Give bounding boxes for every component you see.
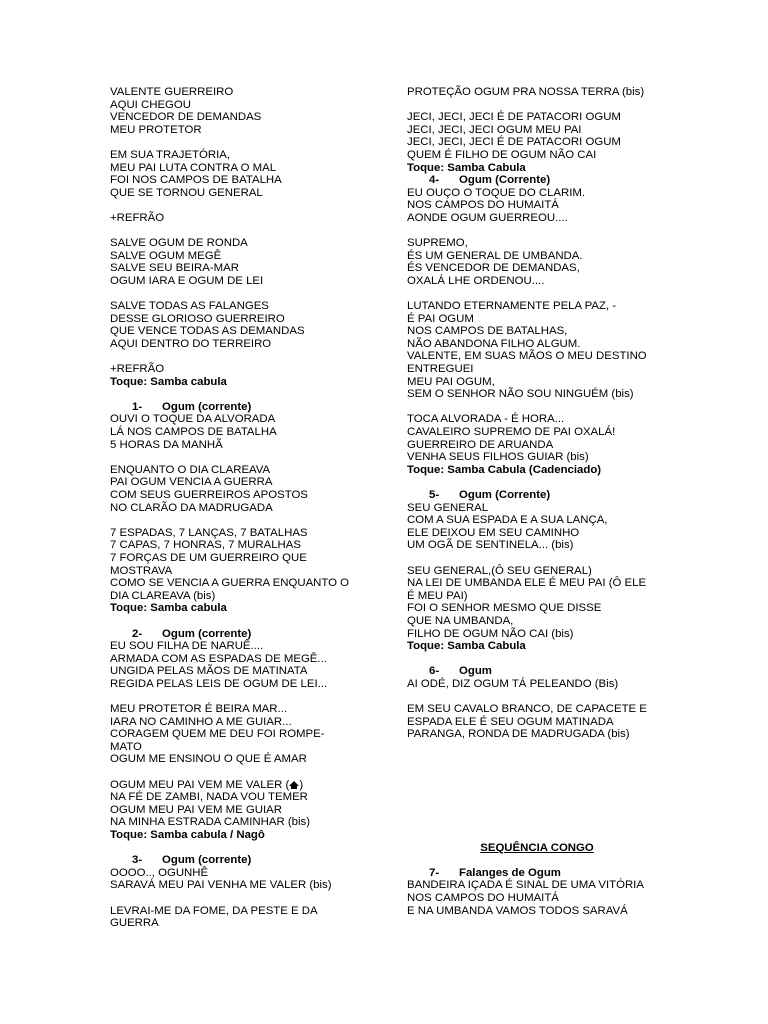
lyric-line: LUTANDO ETERNAMENTE PELA PAZ, - (407, 300, 617, 313)
song-number: 1- (132, 400, 143, 413)
lyric-line: SALVE OGUM MEGÊ (110, 249, 222, 262)
lyric-line: NOS CAMPOS DE BATALHAS, (407, 325, 568, 338)
lyric-line: AI ODÉ, DIZ OGUM TÁ PELEANDO (Bis) (407, 677, 619, 690)
lyric-line: DIA CLAREAVA (bis) (110, 589, 216, 602)
blank-line (407, 552, 667, 565)
lyric-line: QUE SE TORNOU GENERAL (110, 186, 263, 199)
blank-line (407, 691, 667, 704)
lyric-line: SARAVÁ MEU PAI VENHA ME VALER (bis) (110, 879, 332, 892)
lyric-line: IARA NO CAMINHO A ME GUIAR... (110, 715, 292, 728)
lyric-line: 7 CAPAS, 7 HONRAS, 7 MURALHAS (110, 539, 301, 552)
left-column (110, 86, 365, 930)
sequence-title: SEQUÊNCIA CONGO (480, 841, 594, 854)
lyric-line: ENTREGUEI (407, 363, 474, 376)
lyric-line: VALENTE GUERREIRO (110, 86, 234, 98)
song-heading (110, 628, 365, 641)
lyric-line: 7 FORÇAS DE UM GUERREIRO QUE (110, 551, 307, 564)
lyric-line: COMO SE VENCIA A GUERRA ENQUANTO O (110, 577, 350, 590)
lyric-line: NOS CAMPOS DO HUMAITÁ (407, 199, 559, 212)
lyric-line: JECI, JECI, JECI É DE PATACORI OGUM (407, 136, 621, 149)
blank-line (110, 842, 365, 855)
lyric-line: É MEU PAI) (407, 589, 468, 602)
lyric-line: PAI OGUM VENCIA A GUERRA (110, 476, 273, 489)
lyric-line: SEM O SENHOR NÃO SOU NINGUÉM (bis) (407, 388, 634, 401)
blank-line (407, 225, 667, 238)
rhythm-note: Toque: Samba cabula (110, 602, 227, 615)
lyric-line: LÁ NOS CAMPOS DE BATALHA (110, 426, 277, 439)
lyric-text: ) (299, 778, 304, 791)
lyric-line: MEU PAI LUTA CONTRA O MAL (110, 161, 277, 174)
lyric-line: SALVE OGUM DE RONDA (110, 237, 248, 250)
lyric-line: OUVI O TOQUE DA ALVORADA (110, 413, 276, 426)
lyric-line: COM A SUA ESPADA E A SUA LANÇA, (407, 514, 608, 527)
right-column (407, 86, 667, 917)
lyric-line: ELE DEIXOU EM SEU CAMINHO (407, 526, 580, 539)
song-title: Ogum (Corrente) (459, 174, 551, 187)
blank-line (110, 615, 365, 628)
blank-line (407, 829, 667, 842)
lyric-line: MEU PROTETOR É BEIRA MAR... (110, 703, 288, 716)
lyric-line: DESSE GLORIOSO GUERREIRO (110, 312, 285, 325)
lyric-line: CORAGEM QUEM ME DEU FOI ROMPE- (110, 728, 325, 741)
lyric-line: EM SUA TRAJETÓRIA, (110, 148, 231, 161)
lyric-line: GUERREIRO DE ARUANDA (407, 438, 554, 451)
song-heading (407, 489, 667, 502)
lyric-line: NÃO ABANDONA FILHO ALGUM. (407, 337, 581, 350)
rhythm-note: Toque: Samba Cabula (407, 640, 526, 653)
blank-line (110, 350, 365, 363)
lyric-line: EU OUÇO O TOQUE DO CLARIM. (407, 186, 586, 199)
lyric-line: UNGIDA PELAS MÃOS DE MATINATA (110, 665, 308, 678)
lyric-line: MEU PROTETOR (110, 123, 202, 136)
lyric-line: +REFRÃO (110, 363, 165, 376)
blank-line (110, 691, 365, 704)
song-heading (110, 854, 365, 867)
lyric-line: NO CLARÃO DA MADRUGADA (110, 501, 273, 514)
song-number: 7- (429, 866, 440, 879)
lyric-line: CAVALEIRO SUPREMO DE PAI OXALÁ! (407, 426, 616, 439)
rhythm-note: Toque: Samba Cabula (407, 161, 526, 174)
lyric-line: +REFRÃO (110, 211, 165, 224)
blank-line (407, 804, 667, 817)
blank-line (407, 288, 667, 301)
lyric-line: SALVE SEU BEIRA-MAR (110, 262, 239, 275)
blank-line (110, 892, 365, 905)
song-heading (407, 174, 667, 187)
lyric-line: PROTEÇÃO OGUM PRA NOSSA TERRA (bis) (407, 86, 645, 98)
blank-line (407, 779, 667, 792)
song-title: Falanges de Ogum (459, 866, 561, 879)
lyric-line: GUERRA (110, 917, 159, 930)
lyric-line: OGUM IARA E OGUM DE LEI (110, 274, 264, 287)
blank-line (407, 753, 667, 766)
lyric-line: ENQUANTO O DIA CLAREAVA (110, 463, 271, 476)
song-title: Ogum (459, 665, 492, 678)
blank-line (407, 476, 667, 489)
lyric-line: ESPADA ELE É SEU OGUM MATINADA (407, 715, 614, 728)
blank-line (407, 653, 667, 666)
blank-line (110, 199, 365, 212)
lyric-line: JECI, JECI, JECI É DE PATACORI OGUM (407, 111, 621, 124)
lyric-line: TOCA ALVORADA - É HORA... (407, 413, 565, 426)
lyric-line: SALVE TODAS AS FALANGES (110, 300, 269, 313)
house-icon (289, 781, 299, 786)
rhythm-note: Toque: Samba cabula (110, 375, 227, 388)
lyric-line: LEVRAI-ME DA FOME, DA PESTE E DA (110, 904, 318, 917)
lyric-line: ÉS UM GENERAL DE UMBANDA. (407, 249, 583, 262)
blank-line (110, 288, 365, 301)
lyric-line: COM SEUS GUERREIROS APOSTOS (110, 489, 308, 501)
lyric-line: EU SOU FILHA DE NARUÊ.... (110, 640, 264, 653)
song-title: Ogum (corrente) (162, 627, 252, 640)
blank-line (407, 401, 667, 414)
rhythm-note: Toque: Samba Cabula (Cadenciado) (407, 463, 602, 476)
lyric-line: MOSTRAVA (110, 564, 173, 577)
lyric-line: OOOO.., OGUNHÊ (110, 866, 209, 879)
blank-line (407, 99, 667, 112)
lyric-line: SUPREMO, (407, 237, 468, 250)
lyric-line: 7 ESPADAS, 7 LANÇAS, 7 BATALHAS (110, 526, 308, 539)
lyric-line: É PAI OGUM (407, 312, 474, 325)
blank-line (407, 854, 667, 867)
lyric-line: BANDEIRA IÇADA É SINAL DE UMA VITÓRIA (407, 879, 644, 892)
song-number: 3- (132, 854, 143, 867)
blank-line (407, 816, 667, 829)
lyric-line: QUE VENCE TODAS AS DEMANDAS (110, 325, 305, 338)
blank-line (110, 514, 365, 527)
lyric-line: FILHO DE OGUM NÃO CAI (bis) (407, 627, 574, 640)
lyric-line: MEU PAI OGUM, (407, 375, 495, 388)
blank-line (110, 388, 365, 401)
lyric-line: ÉS VENCEDOR DE DEMANDAS, (407, 262, 580, 275)
song-heading (110, 401, 365, 414)
lyric-text: OGUM MEU PAI VEM ME VALER ( (110, 778, 290, 791)
lyric-line: ARMADA COM AS ESPADAS DE MEGÊ... (110, 652, 327, 665)
lyric-line: NA FÉ DE ZAMBI, NADA VOU TEMER (110, 791, 308, 804)
song-heading (407, 867, 667, 880)
lyric-line: MATO (110, 740, 142, 753)
lyric-line: REGIDA PELAS LEIS DE OGUM DE LEI... (110, 677, 328, 690)
lyric-line: EM SEU CAVALO BRANCO, DE CAPACETE E (407, 703, 647, 716)
lyric-line: VALENTE, EM SUAS MÃOS O MEU DESTINO (407, 350, 647, 363)
lyric-line: UM OGÃ DE SENTINELA... (bis) (407, 539, 574, 552)
song-title: Ogum (corrente) (162, 400, 252, 413)
lyric-line: AQUI CHEGOU (110, 98, 192, 111)
lyric-line: 5 HORAS DA MANHÃ (110, 438, 223, 451)
song-title: Ogum (Corrente) (459, 489, 551, 501)
song-heading (407, 665, 667, 678)
song-number: 4- (429, 174, 440, 187)
lyric-line: SEU GENERAL (407, 501, 489, 514)
lyric-line: FOI NOS CAMPOS DE BATALHA (110, 174, 282, 187)
lyric-line: OGUM ME ENSINOU O QUE É AMAR (110, 753, 307, 766)
blank-line (407, 741, 667, 754)
lyric-line: QUE NA UMBANDA, (407, 614, 514, 627)
blank-line (110, 766, 365, 779)
lyric-line: PARANGA, RONDA DE MADRUGADA (bis) (407, 728, 630, 741)
blank-line (407, 791, 667, 804)
lyric-line: FOI O SENHOR MESMO QUE DISSE (407, 602, 602, 615)
lyric-line: AQUI DENTRO DO TERREIRO (110, 337, 272, 350)
song-number: 6- (429, 665, 440, 678)
lyric-line: SEU GENERAL,(Ô SEU GENERAL) (407, 564, 592, 577)
song-number: 5- (429, 489, 440, 501)
rhythm-note: Toque: Samba cabula / Nagô (110, 829, 265, 842)
song-number: 2- (132, 627, 143, 640)
lyric-line: VENCEDOR DE DEMANDAS (110, 111, 262, 124)
blank-line (407, 766, 667, 779)
song-title: Ogum (corrente) (162, 854, 252, 867)
lyric-line: OGUM MEU PAI VEM ME GUIAR (110, 803, 282, 816)
lyric-line: NOS CAMPOS DO HUMAITÁ (407, 892, 559, 904)
lyric-line (110, 779, 365, 792)
lyric-line: AONDE OGUM GUERREOU.... (407, 211, 568, 224)
blank-line (110, 451, 365, 464)
blank-line (110, 225, 365, 238)
lyric-line: QUEM É FILHO DE OGUM NÃO CAI (407, 148, 597, 161)
lyric-line: E NA UMBANDA VAMOS TODOS SARAVÁ (407, 904, 628, 917)
lyric-line: VENHA SEUS FILHOS GUIAR (bis) (407, 451, 589, 464)
lyric-line: NA LEI DE UMBANDA ELE É MEU PAI (Ô ELE (407, 577, 647, 590)
lyric-line: OXALÁ LHE ORDENOU.... (407, 274, 545, 287)
lyric-line: JECI, JECI, JECI OGUM MEU PAI (407, 123, 582, 136)
blank-line (110, 136, 365, 149)
lyric-line: NA MINHA ESTRADA CAMINHAR (bis) (110, 816, 310, 829)
